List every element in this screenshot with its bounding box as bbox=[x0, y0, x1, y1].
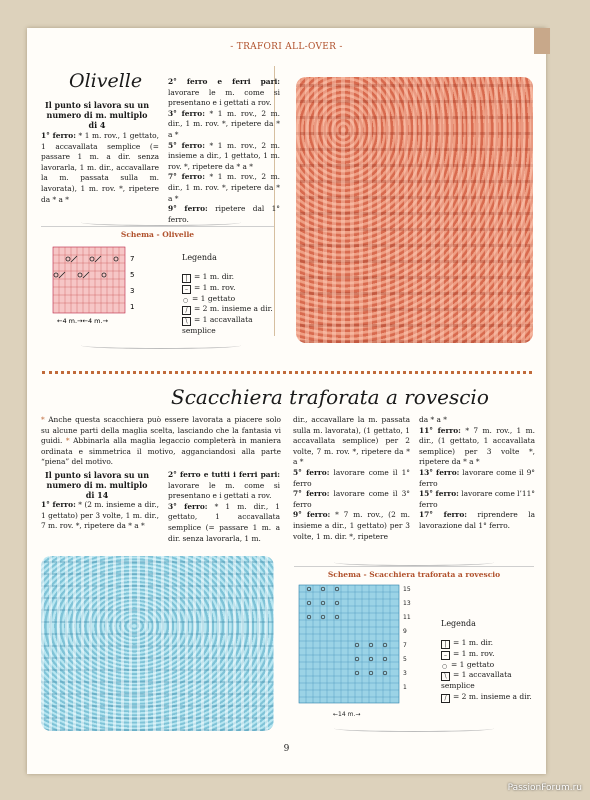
svg-text:←14 m.→: ←14 m.→ bbox=[333, 711, 361, 718]
scacchiera-row1: 1° ferro: * (2 m. insieme a dir., 1 gettato) per 3 volte, 1 m. dir., 7 m. rov. *, ripetere da * a * bbox=[41, 500, 159, 531]
bullet-star-icon: * bbox=[41, 415, 45, 424]
olivelle-row1-text: * 1 m. rov., 1 gettato, 1 accavallata semplice (= passare 1 m. a dir. senza lavorarla, 1 m. dir., accavallare la m. passata sulla m. lavorata), 1 m. rov. *, ripetere da * a * bbox=[41, 131, 159, 204]
scacchiera-legend-item-rov: – = 1 m. rov. bbox=[441, 649, 536, 660]
scacchiera-multiple: Il punto si lavora su un numero di m. multiplo di 14 bbox=[44, 470, 150, 500]
scacchiera-col3: dir., accavallare la m. passata sulla m. lavorata), (1 gettato, 1 accavallata semplice) per 2 volte, 7 m. rov. *, ripetere da * a * 5° ferro: lavorare come il 1° ferro 7° ferro: lavorare come il 3° ferro 9° ferro: * 7 m. rov., (2 m. insieme a dir., 1 gettato) per 3 volte, 1 m. dir. *, ripetere bbox=[293, 415, 410, 541]
olivelle-row9-label: 9° ferro: bbox=[168, 204, 208, 214]
olivelle-rows-right bbox=[168, 77, 280, 225]
olivelle-legend-item-accavallata: \ = 1 accavallata semplice bbox=[182, 315, 253, 335]
olivelle-legend-item-insieme: / = 2 m. insieme a dir. bbox=[182, 304, 282, 315]
olivelle-title: Olivelle bbox=[69, 70, 143, 92]
olivelle-legend-item-rov: – = 1 m. rov. bbox=[182, 283, 282, 294]
box-flourish-bottom bbox=[81, 342, 241, 349]
scacchiera-col2: 2° ferro e tutti i ferri pari: lavorare le m. come si presentano e i gettati a rov. 3° ferro: * 1 m. dir., 1 gettato, 1 accavallata semplice (= passare 1 m. a dir. senza lavorarla, 1 m. bbox=[168, 470, 280, 543]
yarn-over-icon: ○ bbox=[441, 662, 448, 670]
svg-text:3: 3 bbox=[130, 287, 135, 295]
scacchiera-title: Scacchiera traforata a rovescio bbox=[171, 385, 489, 409]
olivelle-row5-label: 5° ferro: bbox=[168, 140, 205, 150]
svg-text:15: 15 bbox=[403, 586, 411, 593]
section-divider bbox=[42, 371, 532, 374]
olivelle-row9-text: ripetere dal 1° ferro. bbox=[168, 204, 280, 224]
scacchiera-swatch-photo bbox=[41, 556, 274, 731]
svg-text:7: 7 bbox=[403, 642, 407, 649]
knit-symbol-icon: | bbox=[441, 640, 450, 649]
olivelle-legend-item-gettato: ○ = 1 gettato bbox=[182, 293, 236, 304]
olivelle-row3-label: 3° ferro: bbox=[168, 108, 205, 118]
olivelle-legend-item-dir: | = 1 m. dir. bbox=[182, 272, 282, 283]
svg-text:3: 3 bbox=[403, 670, 407, 677]
olivelle-swatch-photo bbox=[296, 77, 533, 343]
scacchiera-chart-title: Schema - Scacchiera traforata a rovescio bbox=[327, 570, 501, 579]
olivelle-multiple: Il punto si lavora su un numero di m. multiplo di 4 bbox=[44, 100, 150, 130]
olivelle-row1-label: 1° ferro: bbox=[41, 131, 76, 140]
k2tog-icon: / bbox=[182, 306, 191, 315]
olivelle-even-text: lavorare le m. come si presentano e i gettati a rov. bbox=[168, 87, 280, 108]
olivelle-chart-grid bbox=[51, 245, 151, 325]
section-header: - TRAFORI ALL-OVER - bbox=[230, 42, 343, 52]
olivelle-chart-box bbox=[41, 226, 274, 347]
knit-symbol-icon: | bbox=[182, 274, 191, 283]
magazine-page bbox=[27, 28, 546, 774]
scacchiera-legend-item-dir: | = 1 m. dir. bbox=[441, 638, 536, 649]
scacchiera-legend-item-insieme: / = 2 m. insieme a dir. bbox=[441, 692, 536, 703]
page-number: 9 bbox=[283, 744, 290, 754]
skp-icon: \ bbox=[182, 317, 191, 326]
olivelle-even-label: 2° ferro e ferri pari: bbox=[168, 77, 280, 86]
watermark: PassionForum.ru bbox=[507, 783, 582, 793]
scacchiera-chart-box bbox=[294, 566, 534, 730]
bullet-star-icon: * bbox=[65, 436, 70, 446]
svg-text:5: 5 bbox=[130, 271, 135, 279]
scacchiera-col4: da * a * 11° ferro: * 7 m. rov., 1 m. dir., (1 gettato, 1 accavallata semplice) per 3 volte *, ripetere da * a * 13° ferro: lavorare come il 9° ferro 15° ferro: lavorare come l’11° ferro 17° ferro: riprendere la lavorazione dal 1° ferro. bbox=[419, 415, 535, 530]
box-flourish-bottom bbox=[334, 725, 494, 732]
scacchiera-chart-grid bbox=[297, 583, 427, 721]
purl-symbol-icon: – bbox=[441, 651, 450, 660]
olivelle-legend bbox=[182, 253, 282, 337]
box-flourish bbox=[334, 559, 494, 566]
scacchiera-legend-item-gettato: ○ = 1 gettato bbox=[441, 659, 495, 670]
skp-icon: \ bbox=[441, 672, 450, 681]
k2tog-icon: / bbox=[441, 694, 450, 703]
olivelle-row5-text: * 1 m. rov., 2 m. insieme a dir., 1 gettato, 1 m. rov. *, ripetere da * a * bbox=[168, 140, 280, 171]
svg-text:1: 1 bbox=[130, 303, 135, 311]
olivelle-row1 bbox=[41, 131, 159, 205]
olivelle-row7-label: 7° ferro: bbox=[168, 172, 205, 182]
olivelle-row7-text: * 1 m. rov., 2 m. dir., 1 m. rov. *, ripetere da * a * bbox=[168, 172, 280, 203]
scacchiera-legend bbox=[441, 619, 536, 703]
svg-text:1: 1 bbox=[403, 684, 407, 691]
page-tab bbox=[534, 28, 550, 54]
box-flourish bbox=[81, 219, 241, 226]
svg-text:13: 13 bbox=[403, 600, 411, 607]
purl-symbol-icon: – bbox=[182, 285, 191, 294]
svg-text:7: 7 bbox=[130, 255, 135, 263]
olivelle-chart-title: Schema - Olivelle bbox=[120, 230, 195, 239]
yarn-over-icon: ○ bbox=[182, 296, 189, 304]
svg-text:←4 m.→←4 m.→: ←4 m.→←4 m.→ bbox=[57, 317, 108, 325]
svg-text:11: 11 bbox=[403, 614, 411, 621]
svg-text:5: 5 bbox=[403, 656, 407, 663]
olivelle-legend-title: Legenda bbox=[182, 253, 217, 262]
scacchiera-intro: * Anche questa scacchiera può essere lavorata a piacere solo su alcune parti della maglia scelta, lasciando che la fantasia vi guidi. * Abbinarla alla maglia legaccio completerà in maniera ordinata e simmetrica il motivo, agganciandosi alla parte “piena” del motivo. bbox=[41, 415, 281, 467]
svg-text:9: 9 bbox=[403, 628, 407, 635]
scacchiera-legend-title: Legenda bbox=[441, 619, 476, 628]
olivelle-row3-text: * 1 m. rov., 2 m. dir., 1 m. rov. *, ripetere da * a * bbox=[168, 108, 280, 139]
scacchiera-legend-item-accavallata: \ = 1 accavallata semplice bbox=[441, 670, 512, 690]
